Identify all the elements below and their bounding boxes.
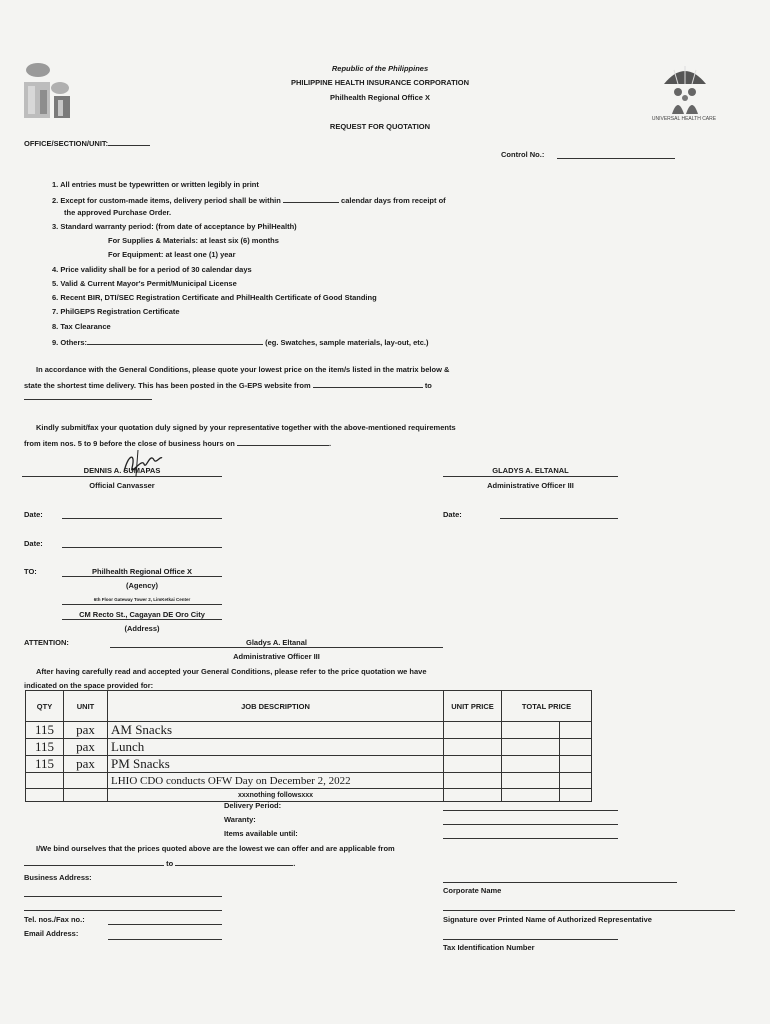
- table-row: [26, 722, 592, 739]
- attention-line: [110, 647, 443, 648]
- para1-line2: state the shortest time delivery. This has been posted in the G-EPS website from to: [24, 381, 432, 390]
- signature-line[interactable]: [443, 910, 735, 911]
- condition-6: 6. Recent BIR, DTI/SEC Registration Certificate and PhilHealth Certificate of Good Standing: [52, 293, 377, 302]
- date-label-1: Date:: [24, 510, 43, 519]
- header-unit: UNIT: [64, 691, 108, 722]
- row-total-cents[interactable]: [560, 722, 592, 739]
- corporate-name-label: Corporate Name: [443, 886, 502, 895]
- condition-3: 3. Standard warranty period: (from date of acceptance by PhilHealth): [52, 222, 297, 231]
- tel-fax-field[interactable]: [108, 924, 222, 925]
- header-qty: QTY: [26, 691, 64, 722]
- warranty-field[interactable]: [443, 824, 618, 825]
- shortest-delivery-emphasis: shortest time delivery: [56, 381, 134, 390]
- address-street-line: [62, 619, 222, 620]
- business-address-field-2[interactable]: [24, 910, 222, 911]
- row-description: PM Snacks: [108, 756, 444, 773]
- signature-label: Signature over Printed Name of Authorized Representative: [443, 915, 652, 924]
- condition-3-supplies: For Supplies & Materials: at least six (6) months: [108, 236, 279, 245]
- canvasser-name: DENNIS A. SUMAPAS: [83, 466, 161, 475]
- canvasser-title: Official Canvasser: [89, 481, 155, 490]
- header-republic: Republic of the Philippines: [331, 64, 429, 73]
- row-unit: pax: [64, 756, 108, 773]
- row-unit-price[interactable]: [444, 739, 502, 756]
- tin-line[interactable]: [443, 939, 618, 940]
- control-no-field[interactable]: [557, 158, 675, 159]
- row-unit-price[interactable]: [444, 722, 502, 739]
- address-caption: (Address): [124, 624, 160, 633]
- date-field-2[interactable]: [62, 547, 222, 548]
- posted-from-field[interactable]: [313, 379, 423, 388]
- corporate-name-line[interactable]: [443, 882, 677, 883]
- row-qty: [26, 773, 64, 789]
- to-label: TO:: [24, 567, 37, 576]
- date-field-admin[interactable]: [500, 518, 618, 519]
- nothing-follows: xxxnothing followsxxx: [108, 789, 444, 802]
- deadline-field[interactable]: [237, 437, 329, 446]
- row-description: Lunch: [108, 739, 444, 756]
- row-total-price[interactable]: [502, 773, 560, 789]
- row-total-cents[interactable]: [560, 756, 592, 773]
- row-total-price[interactable]: [502, 739, 560, 756]
- others-field[interactable]: [87, 336, 263, 345]
- condition-2: 2. Except for custom-made items, delivery period shall be within calendar days from receipt of: [52, 196, 446, 205]
- condition-2-cont: the approved Purchase Order.: [64, 208, 172, 217]
- items-available-label: Items available until:: [224, 829, 298, 838]
- para1-line1: In accordance with the General Conditions, please quote your lowest price on the item/s listed in the matrix below &: [36, 365, 450, 374]
- delivery-period-field[interactable]: [443, 810, 618, 811]
- table-row: [26, 739, 592, 756]
- uhc-umbrella-logo: [660, 62, 710, 118]
- table-row: [26, 756, 592, 773]
- condition-7: 7. PhilGEPS Registration Certificate: [52, 307, 180, 316]
- tin-label: Tax Identification Number: [443, 943, 535, 952]
- email-label: Email Address:: [24, 929, 79, 938]
- para2-line2: from item nos. 5 to 9 before the close of business hours on .: [24, 439, 332, 448]
- office-section-label-text: OFFICE/SECTION/UNIT:: [24, 139, 109, 148]
- row-unit-price[interactable]: [444, 773, 502, 789]
- delivery-days-field[interactable]: [283, 194, 339, 203]
- table-header-row: [26, 691, 592, 722]
- row-description: AM Snacks: [108, 722, 444, 739]
- row-description: LHIO CDO conducts OFW Day on December 2, 2022: [108, 773, 444, 789]
- agency-name: Philhealth Regional Office X: [91, 567, 193, 576]
- office-section-field[interactable]: [108, 137, 150, 146]
- date-label-admin: Date:: [443, 510, 462, 519]
- bind-from-field[interactable]: [24, 857, 164, 866]
- row-total-cents[interactable]: [560, 739, 592, 756]
- bind-to-field[interactable]: [175, 857, 293, 866]
- agency-line: [62, 576, 222, 577]
- business-address-label: Business Address:: [24, 873, 92, 882]
- document-title: REQUEST FOR QUOTATION: [329, 122, 431, 131]
- row-unit: pax: [64, 739, 108, 756]
- condition-4: 4. Price validity shall be for a period of 30 calendar days: [52, 265, 252, 274]
- table-row: [26, 773, 592, 789]
- date-field-1[interactable]: [62, 518, 222, 519]
- para3-line2: indicated on the space provided for:: [24, 681, 154, 690]
- row-qty: 115: [26, 722, 64, 739]
- posted-to-field[interactable]: [24, 399, 152, 400]
- uhc-logo-label: UNIVERSAL HEALTH CARE: [651, 116, 717, 122]
- items-available-field[interactable]: [443, 838, 618, 839]
- bind-dates: to .: [24, 857, 295, 868]
- address-floor: 6th Floor Gateway Tower 2, LimKetkai Center: [93, 597, 191, 602]
- attention-label: ATTENTION:: [24, 638, 69, 647]
- row-total-cents[interactable]: [560, 773, 592, 789]
- canvasser-signature-line: [22, 476, 222, 477]
- header-corporation: PHILIPPINE HEALTH INSURANCE CORPORATION: [290, 78, 470, 87]
- date-label-2: Date:: [24, 539, 43, 548]
- business-address-field[interactable]: [24, 896, 222, 897]
- row-qty: 115: [26, 756, 64, 773]
- admin-officer-name: GLADYS A. ELTANAL: [492, 466, 569, 475]
- tel-fax-label: Tel. nos./Fax no.:: [24, 915, 85, 924]
- header-total-price: TOTAL PRICE: [502, 691, 592, 722]
- table-footer-row: [26, 789, 592, 802]
- condition-8: 8. Tax Clearance: [52, 322, 111, 331]
- admin-officer-signature-line: [443, 476, 618, 477]
- control-no-label: Control No.:: [501, 150, 545, 159]
- bind-statement: I/We bind ourselves that the prices quoted above are the lowest we can offer and are applicable from: [36, 844, 395, 853]
- condition-3-equipment: For Equipment: at least one (1) year: [108, 250, 236, 259]
- address-floor-line: [62, 604, 222, 605]
- office-section-label: [24, 137, 150, 148]
- condition-9: 9. Others: (eg. Swatches, sample materials, lay-out, etc.): [52, 338, 429, 347]
- condition-5: 5. Valid & Current Mayor's Permit/Municipal License: [52, 279, 237, 288]
- condition-1: 1. All entries must be typewritten or written legibly in print: [52, 180, 259, 189]
- quotation-table: [25, 690, 592, 802]
- admin-officer-title: Administrative Officer III: [487, 481, 574, 490]
- row-unit: pax: [64, 722, 108, 739]
- row-unit: [64, 773, 108, 789]
- header-office: Philhealth Regional Office X: [329, 93, 431, 102]
- attention-title: Administrative Officer III: [233, 652, 320, 661]
- agency-caption: (Agency): [125, 581, 159, 590]
- address-street: CM Recto St., Cagayan DE Oro City: [79, 610, 205, 619]
- warranty-label: Waranty:: [224, 815, 256, 824]
- header-job-description: JOB DESCRIPTION: [108, 691, 444, 722]
- philhealth-logo: [20, 60, 78, 122]
- para3-line1: After having carefully read and accepted your General Conditions, please refer to the price quotation we have: [36, 667, 427, 676]
- delivery-period-label: Delivery Period:: [224, 801, 282, 810]
- email-field[interactable]: [108, 939, 222, 940]
- attention-name: Gladys A. Eltanal: [246, 638, 307, 647]
- header-unit-price: UNIT PRICE: [444, 691, 502, 722]
- row-total-price[interactable]: [502, 756, 560, 773]
- row-total-price[interactable]: [502, 722, 560, 739]
- row-unit-price[interactable]: [444, 756, 502, 773]
- para2-line1: Kindly submit/fax your quotation duly signed by your representative together with the above-mentioned requirements: [36, 423, 456, 432]
- row-qty: 115: [26, 739, 64, 756]
